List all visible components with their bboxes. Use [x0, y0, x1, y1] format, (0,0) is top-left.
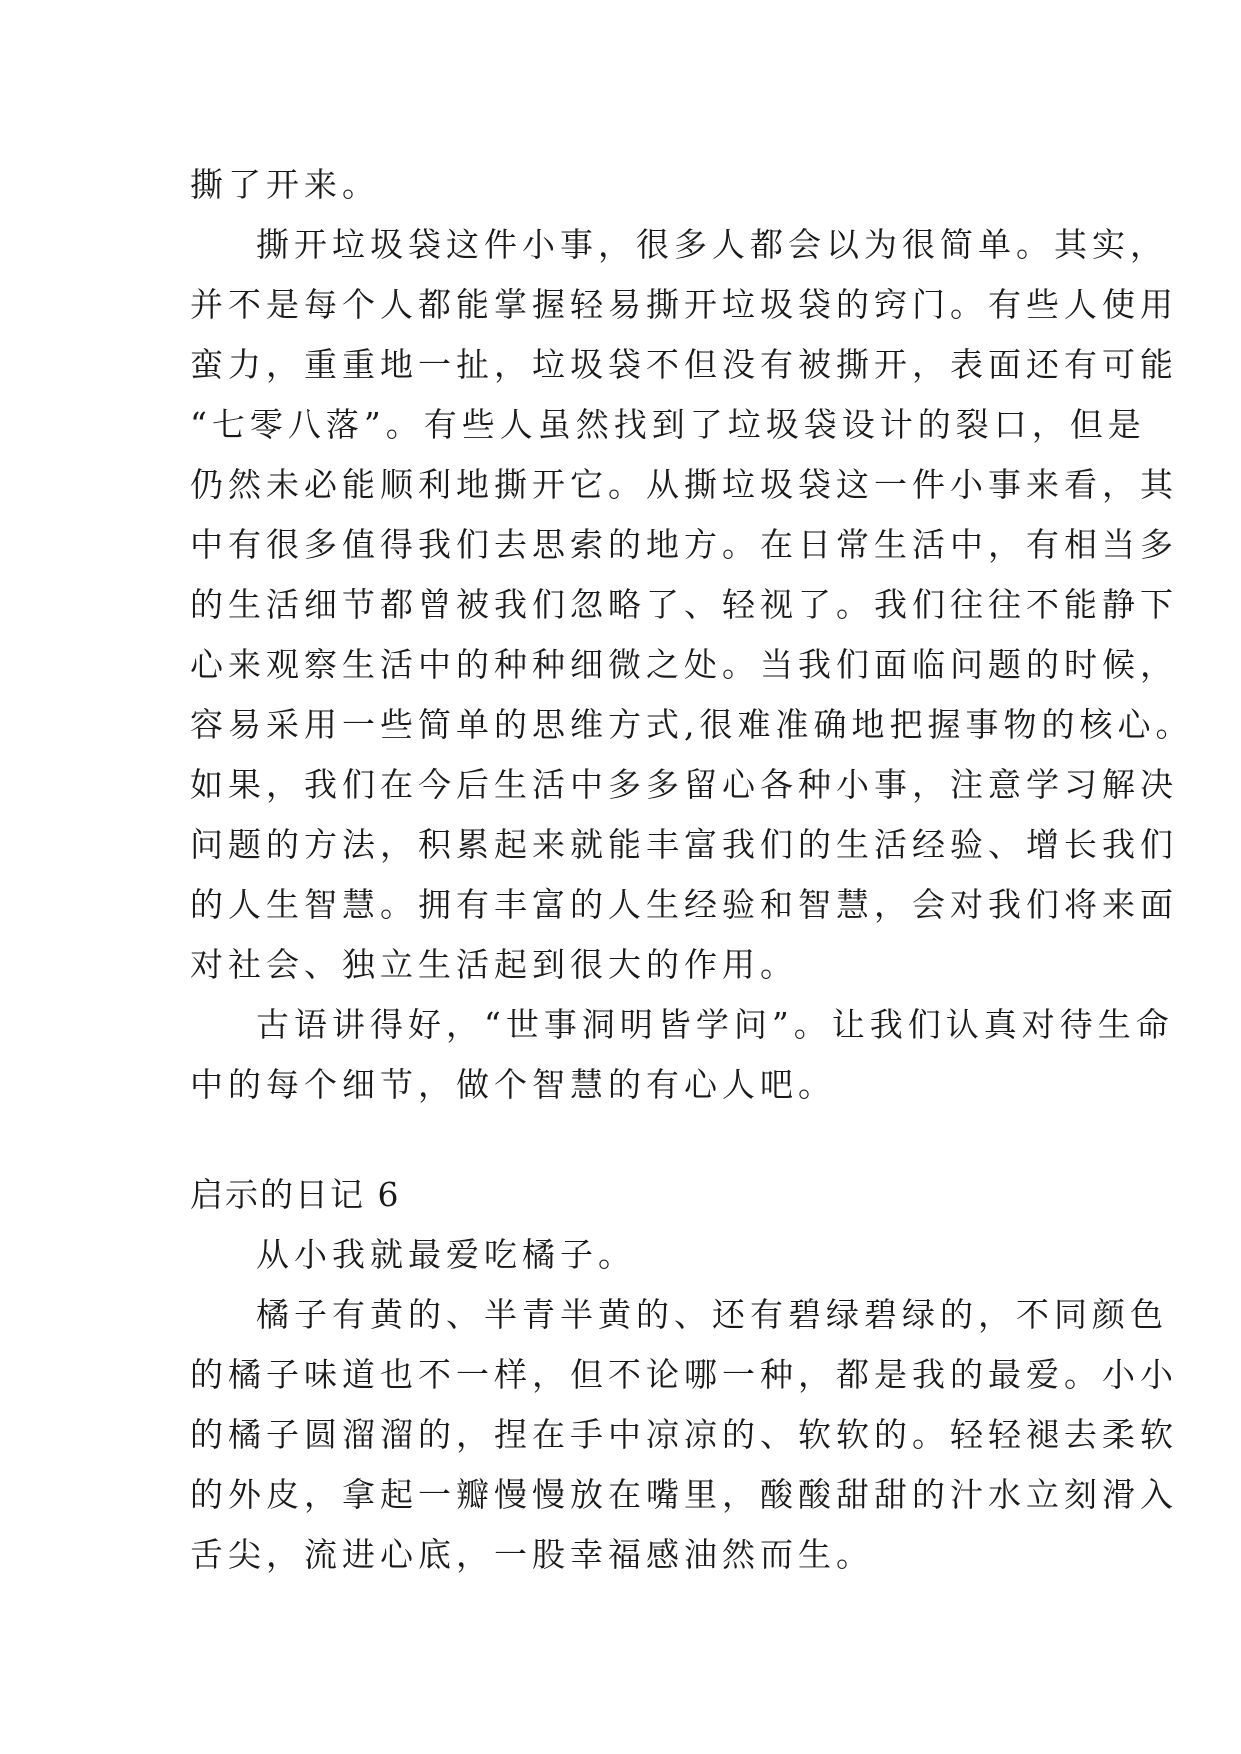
text-line: 如果，我们在今后生活中多多留心各种小事，注意学习解决	[190, 765, 1178, 804]
text-line: 心来观察生活中的种种细微之处。当我们面临问题的时候，	[190, 645, 1178, 684]
paragraph-first-line: 撕开垃圾袋这件小事，很多人都会以为很简单。其实，	[256, 225, 1168, 264]
text-line: 对社会、独立生活起到很大的作用。	[190, 945, 798, 984]
text-line: 的橘子圆溜溜的，捏在手中凉凉的、软软的。轻轻褪去柔软	[190, 1415, 1178, 1454]
text-line: 问题的方法，积累起来就能丰富我们的生活经验、增长我们	[190, 825, 1178, 864]
section-heading: 启示的日记 6	[190, 1175, 401, 1214]
paragraph-first-line: 古语讲得好，“世事洞明皆学问”。让我们认真对待生命	[256, 1005, 1174, 1044]
text-line: 舌尖，流进心底，一股幸福感油然而生。	[190, 1535, 874, 1574]
text-line: 容易采用一些简单的思维方式,很难准确地把握事物的核心。	[190, 705, 1194, 744]
text-line: 中有很多值得我们去思索的地方。在日常生活中，有相当多	[190, 525, 1178, 564]
text-line: 的生活细节都曾被我们忽略了、轻视了。我们往往不能静下	[190, 585, 1178, 624]
text-line: 中的每个细节，做个智慧的有心人吧。	[190, 1065, 836, 1104]
text-line: 的橘子味道也不一样，但不论哪一种，都是我的最爱。小小	[190, 1355, 1178, 1394]
paragraph-first-line: 橘子有黄的、半青半黄的、还有碧绿碧绿的，不同颜色	[256, 1295, 1168, 1334]
text-line: 仍然未必能顺利地撕开它。从撕垃圾袋这一件小事来看，其	[190, 465, 1178, 504]
text-line: 并不是每个人都能掌握轻易撕开垃圾袋的窍门。有些人使用	[190, 285, 1178, 324]
paragraph-first-line: 从小我就最爱吃橘子。	[256, 1235, 636, 1274]
text-line: 的外皮，拿起一瓣慢慢放在嘴里，酸酸甜甜的汁水立刻滑入	[190, 1475, 1178, 1514]
text-line: 蛮力，重重地一扯，垃圾袋不但没有被撕开，表面还有可能	[190, 345, 1178, 384]
text-line: 撕了开来。	[190, 165, 380, 204]
text-line: 的人生智慧。拥有丰富的人生经验和智慧，会对我们将来面	[190, 885, 1178, 924]
text-line: “七零八落”。有些人虽然找到了垃圾袋设计的裂口，但是	[190, 405, 1146, 444]
